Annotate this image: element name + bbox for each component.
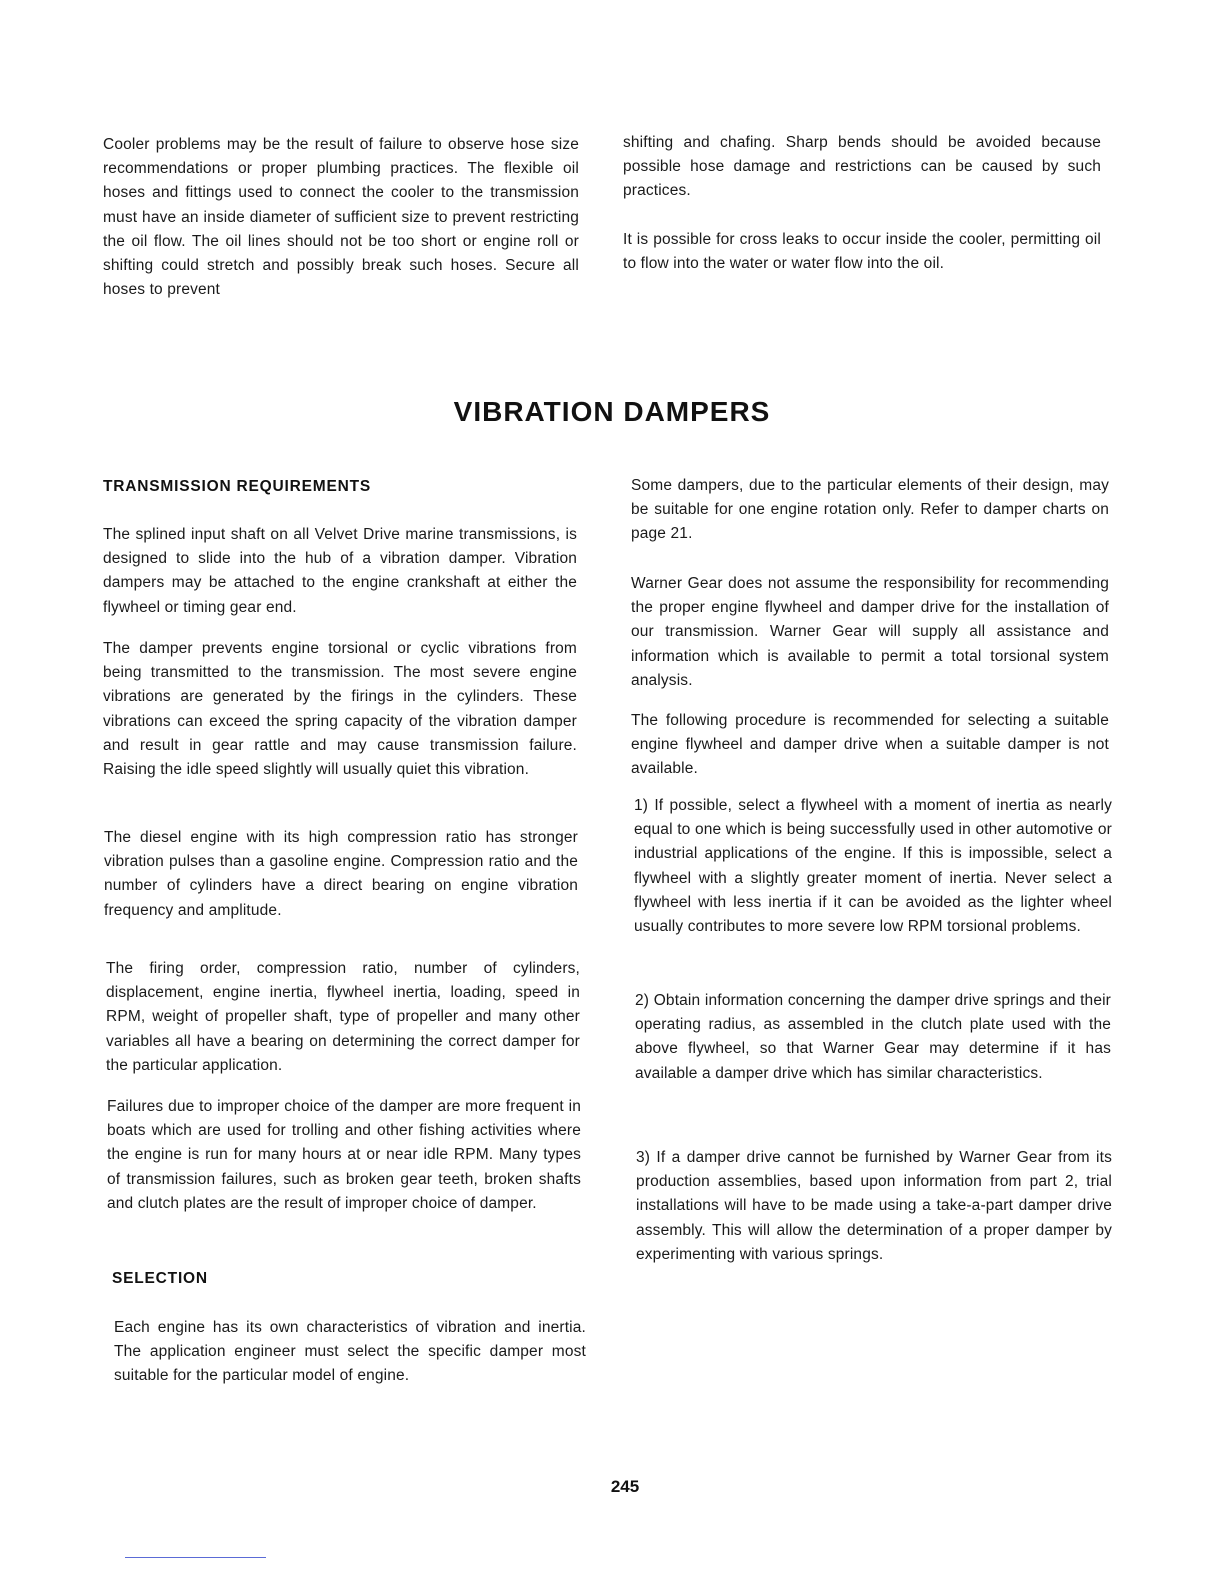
splined-shaft-paragraph: The splined input shaft on all Velvet Drive marine transmissions, is designed to slide into the hub of a vibration damper. Vibration dampers may be attached to the engine crankshaft at either the flywheel or timing gear end. — [103, 526, 577, 616]
diesel-engine-paragraph: The diesel engine with its high compression ratio has stronger vibration pulses than a gasoline engine. Compression ratio and the number of cylinders have a direct bearing on engine vibration frequency and amplitude. — [104, 829, 578, 919]
following-procedure-paragraph: The following procedure is recommended for selecting a suitable engine flywheel and damper drive when a suitable damper is not available. — [631, 712, 1109, 778]
warner-gear-paragraph: Warner Gear does not assume the responsibility for recommending the proper engine flywheel and damper drive for the installation of our transmission. Warner Gear will supply all assistance and information which is available to permit a total torsional system analysis. — [631, 575, 1109, 689]
transmission-requirements-heading: TRANSMISSION REQUIREMENTS — [103, 478, 372, 495]
section-title: VIBRATION DAMPERS — [453, 396, 771, 427]
cooler-continued-column — [623, 131, 1101, 276]
cross-leaks-text: It is possible for cross leaks to occur inside the cooler, permitting oil to flow into the water or water flow into the oil. — [623, 230, 1101, 272]
step-1-paragraph: 1) If possible, select a flywheel with a moment of inertia as nearly equal to one which is being successfully used in other automotive or industrial applications of the engine. If this is impossible, select a flywheel with a slightly greater moment of inertia. Never select a flywheel with less inertia if it can be avoided as the lighter wheel usually contributes to more severe low RPM torsional problems. — [634, 797, 1112, 936]
page-number: 245 — [610, 1477, 640, 1496]
failures-paragraph: Failures due to improper choice of the damper are more frequent in boats which are used for trolling and other fishing activities where the engine is run for many hours at or near idle RPM. Many types of transmission failures, such as broken gear teeth, broken shafts and clutch plates are the result of improper choice of damper. — [107, 1098, 581, 1212]
shifting-chafing-text: shifting and chafing. Sharp bends should be avoided because possible hose damage and restrictions can be caused by such practices. — [623, 134, 1101, 200]
cooler-problems-text: Cooler problems may be the result of failure to observe hose size recommendations or proper plumbing practices. The flexible oil hoses and fittings used to connect the cooler to the transmission must have an inside diameter of sufficient size to prevent restricting the oil flow. The oil lines should not be too short or engine roll or shifting could stretch and possibly break such hoses. Secure all hoses to prevent — [103, 136, 579, 299]
footer-rule — [125, 1557, 266, 1558]
cooler-paragraph — [103, 133, 579, 302]
selection-heading: SELECTION — [112, 1270, 208, 1287]
damper-prevents-paragraph: The damper prevents engine torsional or cyclic vibrations from being transmitted to the transmission. The most severe engine vibrations are generated by the firings in the cylinders. These vibrations can exceed the spring capacity of the vibration damper and result in gear rattle and may cause transmission failure. Raising the idle speed slightly will usually quiet this vibration. — [103, 640, 577, 779]
each-engine-paragraph: Each engine has its own characteristics of vibration and inertia. The application engineer must select the specific damper most suitable for the particular model of engine. — [114, 1319, 586, 1385]
step-2-paragraph: 2) Obtain information concerning the damper drive springs and their operating radius, as assembled in the clutch plate used with the above flywheel, so that Warner Gear may determine if it has available a damper drive which has similar characteristics. — [635, 992, 1111, 1082]
firing-order-paragraph: The firing order, compression ratio, number of cylinders, displacement, engine inertia, flywheel inertia, loading, speed in RPM, weight of propeller shaft, type of propeller and many other variables all have a bearing on determining the correct damper for the particular application. — [106, 960, 580, 1074]
some-dampers-paragraph: Some dampers, due to the particular elements of their design, may be suitable for one engine rotation only. Refer to damper charts on page 21. — [631, 477, 1109, 543]
step-3-paragraph: 3) If a damper drive cannot be furnished by Warner Gear from its production assemblies, based upon information from part 2, trial installations will have to be made using a take-a-part damper drive assembly. This will allow the determination of a proper damper by experimenting with various springs. — [636, 1149, 1112, 1263]
